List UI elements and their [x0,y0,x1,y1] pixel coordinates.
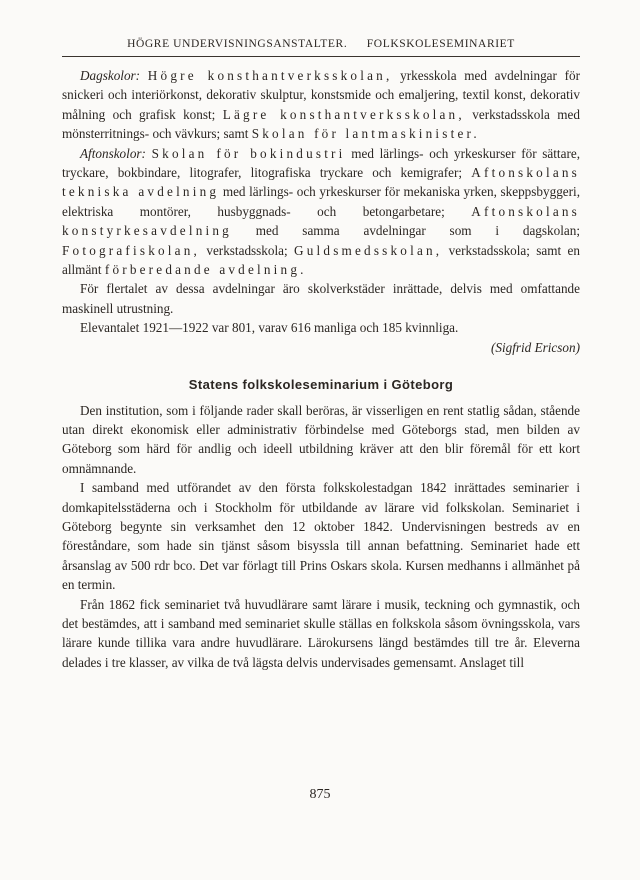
aftonskolor-text-5: verkstadsskola; samt en allmänt [62,242,580,278]
body-paragraph-1: Den institution, som i följande rader skall beröras, är visserligen en rent statlig sådan, stående utan direkt ekonomisk eller administrativ förbindelse med Göteborgs stad, men bilden av Göteborg som härd för andlig och ideell utbildning kräver att den blir föremål för ett kort omnämnande. [62,402,580,476]
header-left: HÖGRE UNDERVISNINGSANSTALTER. [127,38,348,50]
section-title: Statens folkskoleseminarium i Göteborg [188,377,454,393]
elevantalet-paragraph: Elevantalet 1921—1922 var 801, varav 616 manliga och 185 kvinnliga. [80,320,459,336]
dagskolor-label: Dagskolor: [80,68,141,83]
body-paragraph-2: I samband med utförandet av den första folkskolestadgan 1842 inrättades seminarier i domkapitelsstäderna och i Stockholm för utbildande av lärare vid folkskolan. Seminariet i Göteborg begynte sin verksamhet den 12 oktober 1842. Undervisningen bestreds av en föreståndare, som hade sin tjänst såsom bisyssla till annan befattning. Seminariet hade ett årsanslag av 500 rdr bco. Det var förlagt till Prins Oskars skola. Kursen medhanns i allmänhet på en termin. [62,480,580,593]
body-paragraph-3: Från 1862 fick seminariet två huvudlärare samt lärare i musik, teckning och gymnastik, och det bestämdes, att i samband med seminariet skulle ställas en folkskola såsom övningsskola, vars lärare kunde tillika vara andre huvudlärare. Lärokursens längd bestämdes till tre år. Eleverna delades i tre klasser, av vilka de två lägsta delvis undervisades gemensamt. Anslaget till [62,596,580,670]
aftonskolor-label: Aftonskolor: [80,145,146,161]
header-right: FOLKSKOLESEMINARIET [366,38,515,50]
author-signature: (Sigfrid Ericson) [490,339,580,355]
aftonskolor-school-1: Skolan för bokindustri [151,145,346,161]
dagskolor-text-2: verkstadsskola med mönsterritnings- och vävkurs; samt [62,106,580,142]
aftonskolor-text-2: med lärlings- och yrkeskurser för mekaniska yrken, skeppsbyggeri, elektriska montörer, husbyggnads- och betongarbetare; [62,184,580,219]
aftonskolor-text-1: med lärlings- och yrkeskurser för sättare, tryckare, bokbindare, litografer, litografiska tryckare och kemigrafer; [62,145,580,181]
aftonskolor-paragraph [62,144,580,280]
aftonskolor-text-3: med samma avdelningar som i dagskolan; [231,223,580,239]
page-number: 875 [309,787,331,802]
flertalet-paragraph: För flertalet av dessa avdelningar äro skolverkstäder inrättade, delvis med omfattande maskinell utrustning. [62,281,580,316]
dagskolor-school-3: Skolan för lantmaskinister. [251,126,480,142]
running-header [62,38,580,57]
dagskolor-paragraph [62,66,580,144]
aftonskolor-school-3: Aftonskolans konstyrkesavdelning [62,203,580,239]
dagskolor-school-2: Lägre konsthantverksskolan, [222,106,465,122]
dagskolor-text-1: yrkesskola med avdelningar för snickeri och interiörkonst, dekorativ skulptur, konstsmide och emaljering, textil konst, dekorativ målning och grafisk konst; [62,68,581,122]
dagskolor-school-1: Högre konsthantverksskolan, [147,68,393,83]
aftonskolor-school-5: Guldsmedsskolan, [294,242,443,258]
aftonskolor-school-6: förberedande avdelning. [104,262,307,278]
page-body [62,66,580,672]
aftonskolor-school-4: Fotografiskolan, [62,242,201,258]
aftonskolor-text-4: verkstadsskola; [200,242,295,258]
aftonskolor-school-2: Aftonskolans tekniska avdelning [62,165,580,200]
